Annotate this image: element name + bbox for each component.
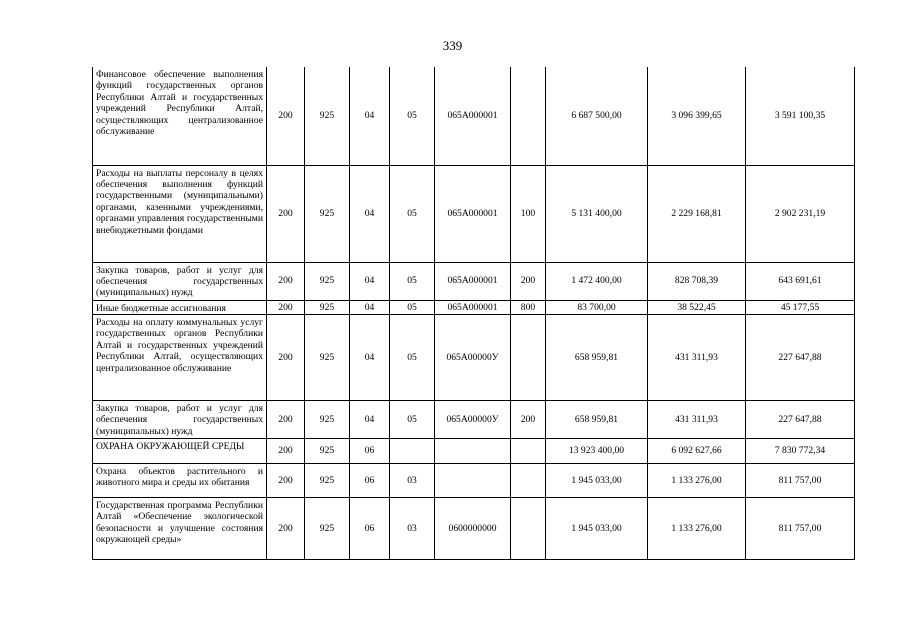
cell-expense-type (511, 67, 546, 165)
cell-code: 200 (267, 67, 305, 165)
cell-ministry: 925 (305, 314, 350, 400)
cell-target-article: 065А000001 (435, 262, 511, 300)
cell-amount-remaining: 811 757,00 (746, 497, 855, 559)
cell-ministry: 925 (305, 400, 350, 438)
cell-amount-executed: 828 708,39 (648, 262, 746, 300)
cell-amount-remaining: 2 902 231,19 (746, 165, 855, 262)
cell-expense-type: 200 (511, 262, 546, 300)
table-row (93, 300, 855, 314)
cell-amount-plan: 83 700,00 (546, 300, 648, 314)
row-name: Иные бюджетные ассигнования (93, 300, 267, 314)
cell-section: 06 (350, 463, 390, 497)
cell-amount-plan: 5 131 400,00 (546, 165, 648, 262)
cell-ministry: 925 (305, 165, 350, 262)
cell-amount-remaining: 227 647,88 (746, 314, 855, 400)
cell-ministry: 925 (305, 262, 350, 300)
table-row (93, 400, 855, 438)
cell-amount-executed: 431 311,93 (648, 314, 746, 400)
cell-amount-remaining: 3 591 100,35 (746, 67, 855, 165)
cell-amount-plan: 658 959,81 (546, 314, 648, 400)
row-name: Охрана объектов растительного и животного мира и среды их обитания (93, 463, 267, 497)
cell-subsection: 05 (390, 400, 435, 438)
cell-code: 200 (267, 463, 305, 497)
cell-ministry: 925 (305, 463, 350, 497)
cell-amount-plan: 1 945 033,00 (546, 497, 648, 559)
cell-section: 04 (350, 165, 390, 262)
cell-ministry: 925 (305, 67, 350, 165)
cell-expense-type (511, 438, 546, 463)
cell-section: 04 (350, 300, 390, 314)
row-name: Расходы на выплаты персоналу в целях обеспечения выполнения функций государственными (муниципальными) органами, казенными учреждениями, органами управления государственными внебюджетными фондами (93, 165, 267, 262)
cell-code: 200 (267, 438, 305, 463)
cell-amount-executed: 3 096 399,65 (648, 67, 746, 165)
cell-ministry: 925 (305, 300, 350, 314)
cell-amount-plan: 658 959,81 (546, 400, 648, 438)
row-name: Закупка товаров, работ и услуг для обеспечения государственных (муниципальных) нужд (93, 400, 267, 438)
cell-code: 200 (267, 300, 305, 314)
cell-expense-type (511, 314, 546, 400)
cell-amount-executed: 2 229 168,81 (648, 165, 746, 262)
table-row (93, 463, 855, 497)
cell-amount-plan: 6 687 500,00 (546, 67, 648, 165)
cell-amount-executed: 431 311,93 (648, 400, 746, 438)
cell-target-article: 065А00000У (435, 400, 511, 438)
cell-subsection: 03 (390, 463, 435, 497)
cell-subsection (390, 438, 435, 463)
cell-expense-type: 200 (511, 400, 546, 438)
cell-subsection: 05 (390, 262, 435, 300)
cell-amount-remaining: 227 647,88 (746, 400, 855, 438)
cell-ministry: 925 (305, 438, 350, 463)
cell-subsection: 05 (390, 67, 435, 165)
cell-amount-executed: 38 522,45 (648, 300, 746, 314)
cell-target-article: 0600000000 (435, 497, 511, 559)
cell-section: 04 (350, 67, 390, 165)
cell-ministry: 925 (305, 497, 350, 559)
cell-amount-remaining: 643 691,61 (746, 262, 855, 300)
cell-subsection: 05 (390, 300, 435, 314)
cell-code: 200 (267, 262, 305, 300)
cell-amount-plan: 1 945 033,00 (546, 463, 648, 497)
cell-code: 200 (267, 165, 305, 262)
cell-amount-executed: 1 133 276,00 (648, 463, 746, 497)
table-row (93, 165, 855, 262)
cell-section: 06 (350, 497, 390, 559)
table-row (93, 314, 855, 400)
cell-section: 04 (350, 400, 390, 438)
cell-amount-remaining: 7 830 772,34 (746, 438, 855, 463)
row-name: Расходы на оплату коммунальных услуг государственных органов Республики Алтай и государственных учреждений Республики Алтай, осуществляющих централизованное обслуживание (93, 314, 267, 400)
row-name: ОХРАНА ОКРУЖАЮЩЕЙ СРЕДЫ (93, 438, 267, 463)
table-row (93, 262, 855, 300)
cell-code: 200 (267, 497, 305, 559)
cell-target-article: 065А000001 (435, 165, 511, 262)
cell-amount-remaining: 811 757,00 (746, 463, 855, 497)
cell-target-article (435, 438, 511, 463)
budget-table (92, 67, 855, 560)
cell-target-article: 065А00000У (435, 314, 511, 400)
cell-target-article (435, 463, 511, 497)
table-row (93, 497, 855, 559)
cell-amount-plan: 1 472 400,00 (546, 262, 648, 300)
cell-section: 06 (350, 438, 390, 463)
table-row (93, 67, 855, 165)
cell-expense-type (511, 497, 546, 559)
cell-expense-type (511, 463, 546, 497)
row-name: Закупка товаров, работ и услуг для обеспечения государственных (муниципальных) нужд (93, 262, 267, 300)
cell-target-article: 065А000001 (435, 300, 511, 314)
cell-code: 200 (267, 400, 305, 438)
page-number: 339 (442, 38, 463, 53)
cell-amount-plan: 13 923 400,00 (546, 438, 648, 463)
cell-subsection: 03 (390, 497, 435, 559)
cell-expense-type: 800 (511, 300, 546, 314)
cell-expense-type: 100 (511, 165, 546, 262)
cell-target-article: 065А000001 (435, 67, 511, 165)
row-name: Государственная программа Республики Алтай «Обеспечение экологической безопасности и улучшение состояния окружающей среды» (93, 497, 267, 559)
cell-amount-executed: 1 133 276,00 (648, 497, 746, 559)
cell-subsection: 05 (390, 165, 435, 262)
row-name: Финансовое обеспечение выполнения функций государственных органов Республики Алтай и государственных учреждений Республики Алтай, осуществляющих централизованное обслуживание (93, 67, 267, 165)
cell-amount-executed: 6 092 627,66 (648, 438, 746, 463)
table-row (93, 438, 855, 463)
cell-section: 04 (350, 262, 390, 300)
cell-section: 04 (350, 314, 390, 400)
cell-amount-remaining: 45 177,55 (746, 300, 855, 314)
cell-subsection: 05 (390, 314, 435, 400)
cell-code: 200 (267, 314, 305, 400)
